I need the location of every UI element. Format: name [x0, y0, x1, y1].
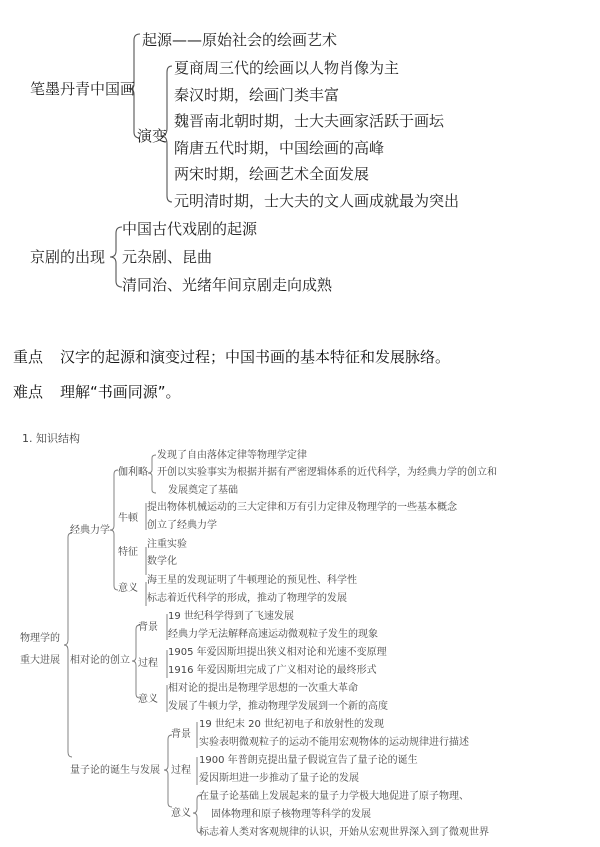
q-process-label: 过程 [171, 765, 191, 776]
q-process-item: 1900 年普朗克提出量子假说宣告了量子论的诞生 [199, 755, 418, 766]
opera-item: 元杂剧、昆曲 [122, 248, 213, 266]
galileo-item: 发现了自由落体定律等物理学定律 [157, 450, 307, 461]
q-background-item: 实验表明微观粒子的运动不能用宏观物体的运动规律进行描述 [199, 737, 469, 748]
q-process-item: 爱因斯坦进一步推动了量子论的发展 [199, 773, 359, 784]
rel-process-item: 1905 年爱因斯坦提出狭义相对论和光速不变原理 [168, 647, 387, 658]
classical-meaning-item: 标志着近代科学的形成，推动了物理学的发展 [147, 593, 347, 604]
q-meaning-item: 在量子论基础上发展起来的量子力学极大地促进了原子物理、 [199, 791, 469, 802]
classical-meaning-label: 意义 [118, 583, 138, 594]
galileo-item: 开创以实验事实为根据并据有严密逻辑体系的近代科学，为经典力学的创立和 [157, 467, 497, 478]
q-background-item: 19 世纪末 20 世纪初电子和放射性的发现 [199, 719, 384, 730]
newton-item: 创立了经典力学 [147, 520, 217, 531]
opera-item: 清同治、光绪年间京剧走向成熟 [122, 276, 333, 294]
evolution-item: 秦汉时期，绘画门类丰富 [174, 86, 340, 104]
q-meaning-item: 固体物理和原子核物理等科学的发展 [211, 809, 371, 820]
evolution-item: 两宋时期，绘画艺术全面发展 [174, 165, 370, 183]
focus-text: 汉字的起源和演变过程；中国书画的基本特征和发展脉络。 [60, 348, 451, 366]
painting-evolution-label: 演变 [137, 127, 168, 145]
opera-item: 中国古代戏剧的起源 [122, 220, 258, 238]
q-background-label: 背景 [171, 729, 191, 740]
evolution-item: 隋唐五代时期，中国绘画的高峰 [174, 139, 385, 157]
rel-meaning-label: 意义 [138, 694, 158, 705]
classical-label: 经典力学 [70, 525, 110, 536]
feature-item: 数学化 [147, 556, 177, 567]
classical-meaning-item: 海王星的发现证明了牛顿理论的预见性、科学性 [147, 575, 357, 586]
section-title: 1. 知识结构 [22, 432, 80, 445]
rel-meaning-item: 相对论的提出是物理学思想的一次重大革命 [168, 683, 358, 694]
galileo-label: 伽利略 [118, 467, 148, 478]
difficulty-label: 难点 [13, 383, 44, 401]
rel-background-item: 19 世纪科学得到了飞速发展 [168, 611, 294, 622]
rel-meaning-item: 发展了牛顿力学，推动物理学发展到一个新的高度 [168, 701, 388, 712]
rel-process-label: 过程 [138, 658, 158, 669]
physics-root-line1: 物理学的 [20, 633, 60, 644]
evolution-item: 魏晋南北朝时期，士大夫画家活跃于画坛 [174, 112, 445, 130]
difficulty-text: 理解“书画同源”。 [60, 383, 181, 401]
evolution-item: 夏商周三代的绘画以人物肖像为主 [174, 59, 400, 77]
q-meaning-label: 意义 [171, 808, 191, 819]
rel-background-item: 经典力学无法解释高速运动微观粒子发生的现象 [168, 629, 378, 640]
focus-label: 重点 [13, 348, 44, 366]
painting-root-label: 笔墨丹青中国画 [30, 80, 136, 98]
feature-label: 特征 [118, 547, 138, 558]
rel-process-item: 1916 年爱因斯坦完成了广义相对论的最终形式 [168, 665, 377, 676]
quantum-label: 量子论的诞生与发展 [70, 765, 160, 776]
painting-origin: 起源——原始社会的绘画艺术 [142, 31, 338, 49]
relativity-label: 相对论的创立 [70, 655, 130, 666]
newton-label: 牛顿 [118, 513, 138, 524]
q-meaning-item: 标志着人类对客观规律的认识，开始从宏观世界深入到了微观世界 [199, 827, 489, 838]
physics-root-line2: 重大进展 [20, 655, 60, 666]
evolution-item: 元明清时期，士大夫的文人画成就最为突出 [174, 192, 460, 210]
opera-root-label: 京剧的出现 [30, 248, 106, 266]
rel-background-label: 背景 [138, 622, 158, 633]
galileo-item: 发展奠定了基础 [168, 485, 238, 496]
newton-item: 提出物体机械运动的三大定律和万有引力定律及物理学的一些基本概念 [147, 502, 457, 513]
feature-item: 注重实验 [147, 539, 187, 550]
